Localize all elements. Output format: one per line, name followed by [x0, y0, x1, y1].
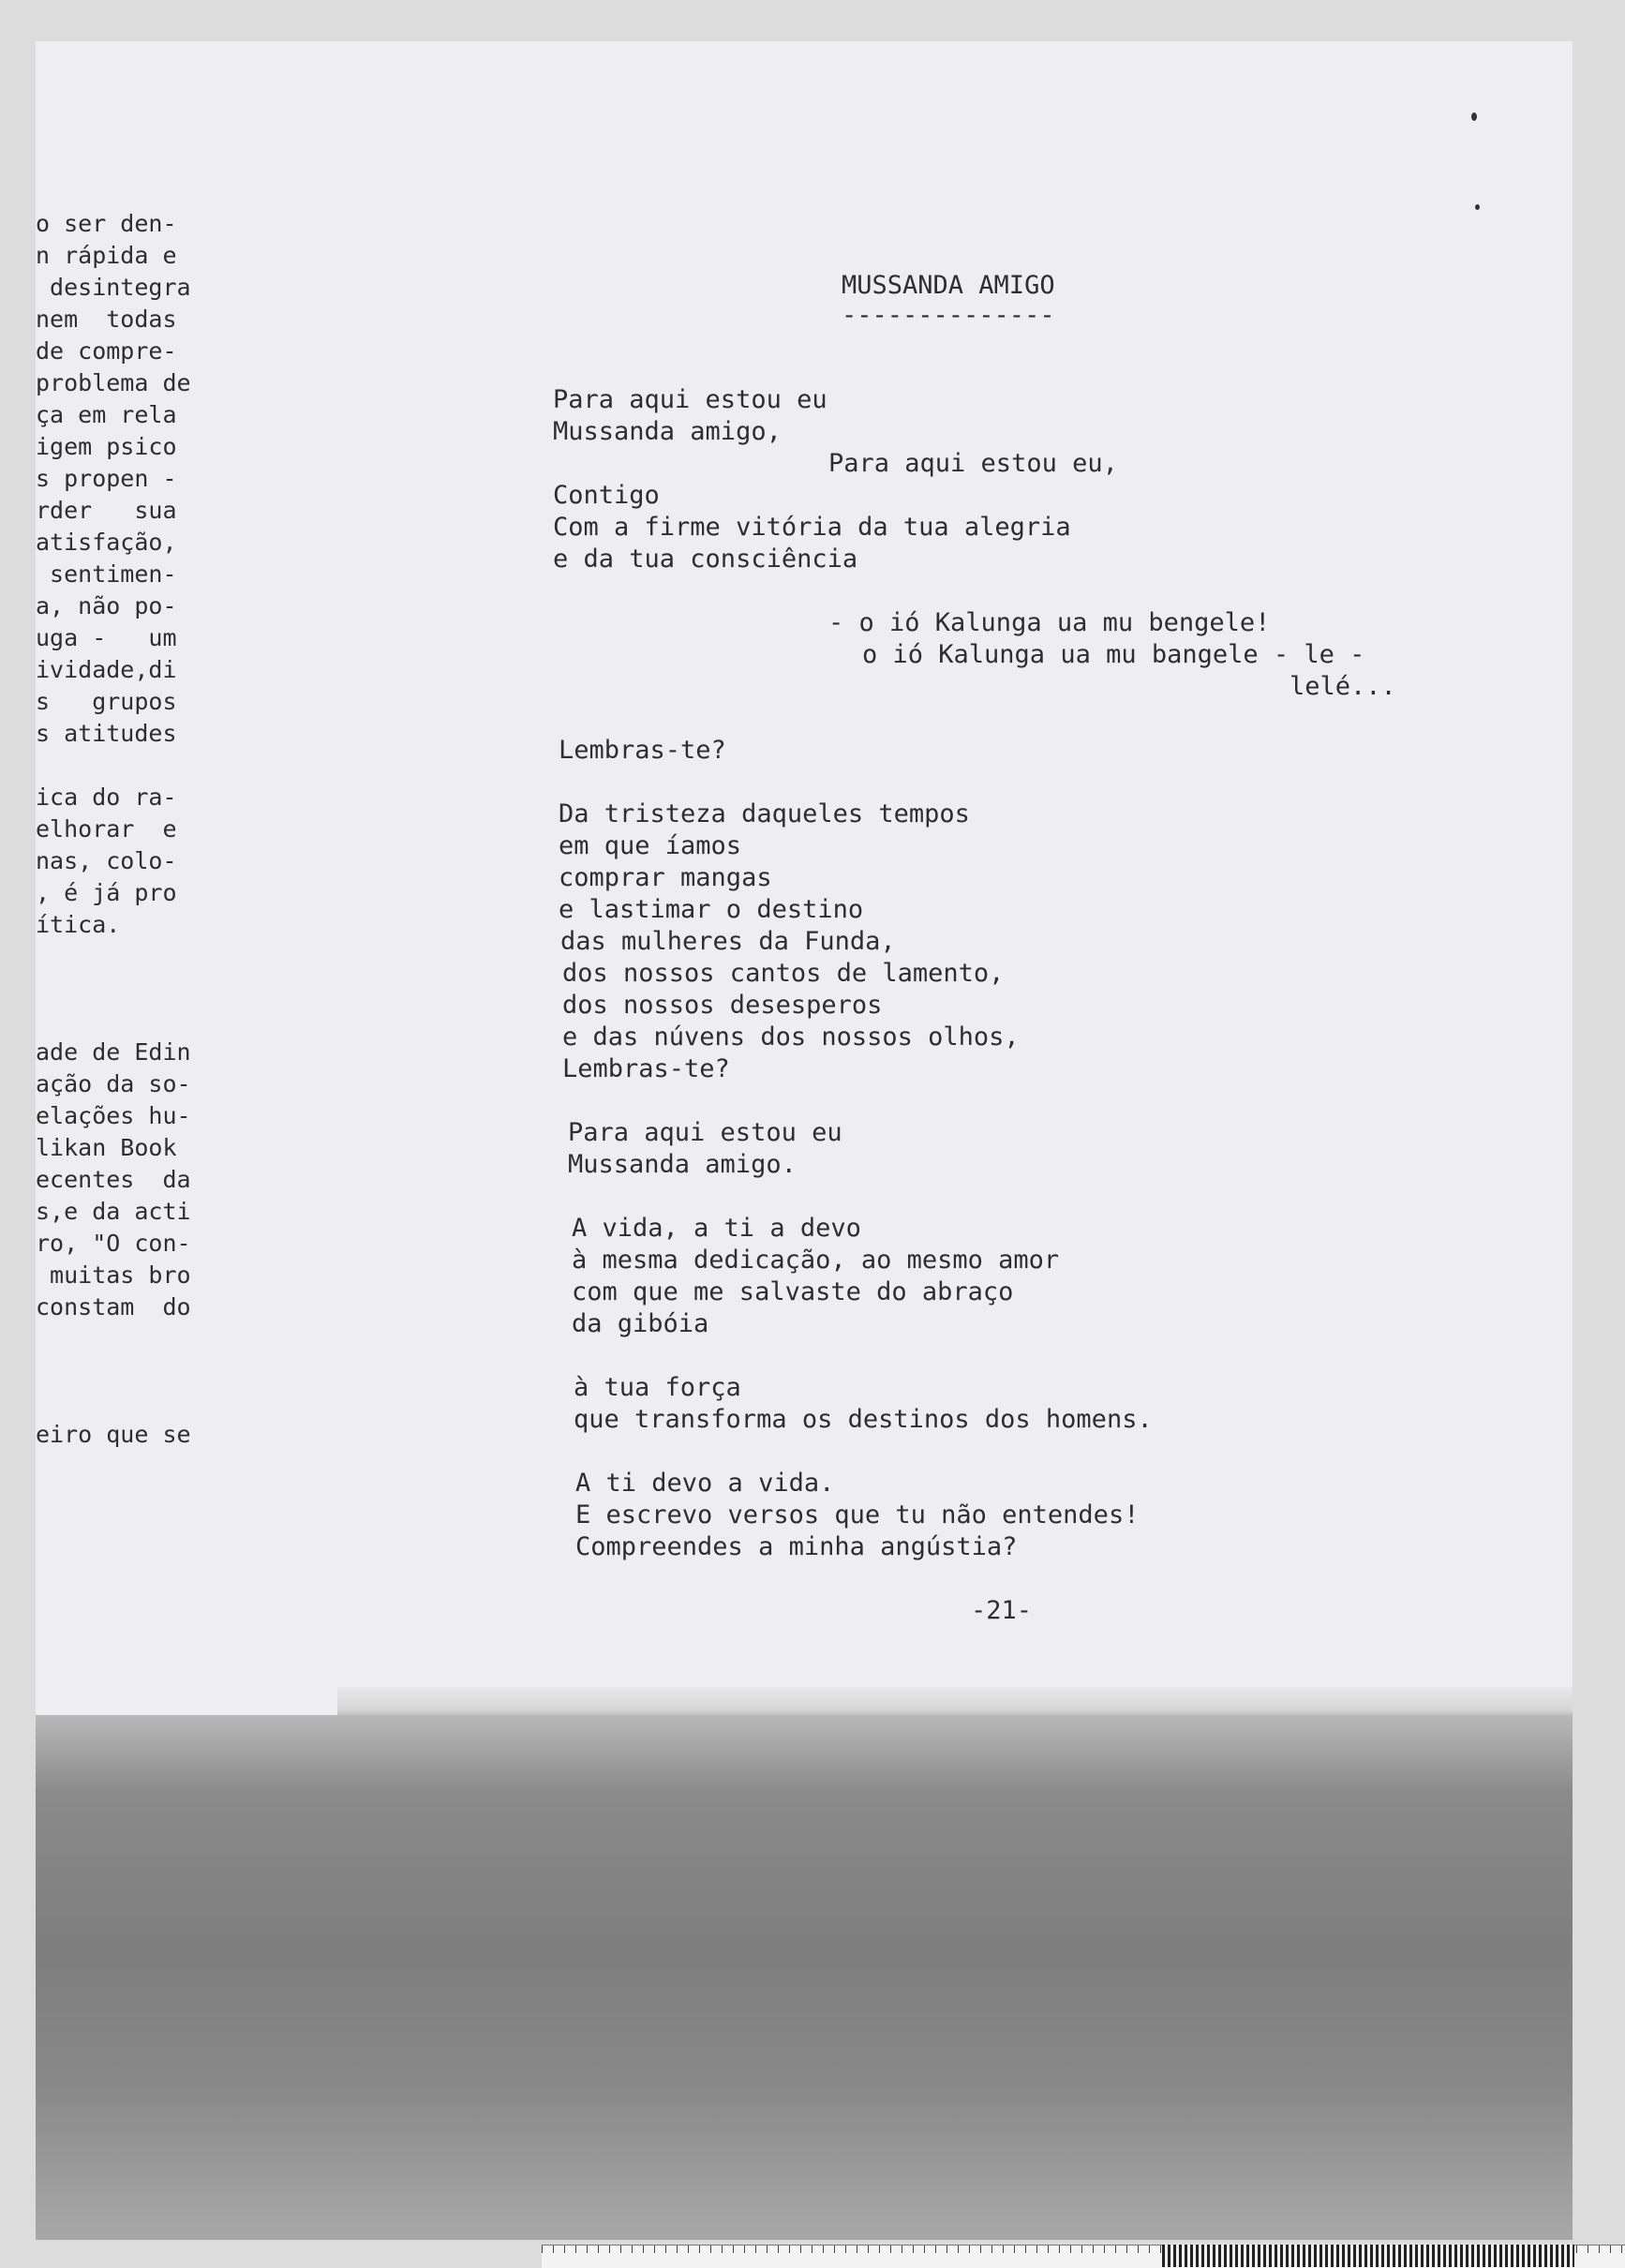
left-fragment-line: s grupos — [36, 688, 177, 715]
left-fragment-line: elhorar e — [36, 815, 177, 843]
poem-line: com que me salvaste do abraço — [572, 1277, 1014, 1306]
left-fragment-line: uga - um — [36, 624, 177, 651]
poem-line: dos nossos cantos de lamento, — [562, 959, 1005, 988]
poem-line: Contigo — [553, 481, 660, 510]
poem-line: dos nossos desesperos — [562, 991, 883, 1020]
poem-line: Mussanda amigo, — [553, 417, 782, 446]
poem-line: e lastimar o destino — [559, 895, 864, 924]
paper-speck — [1471, 112, 1477, 121]
left-fragment-line: ça em rela — [36, 401, 177, 428]
page-number: -21- — [971, 1596, 1033, 1625]
poem-line: A vida, a ti a devo — [572, 1214, 861, 1243]
poem-line: - o ió Kalunga ua mu bengele! — [828, 608, 1271, 637]
left-fragment-line: igem psico — [36, 433, 177, 460]
poem-line: E escrevo versos que tu não entendes! — [575, 1500, 1140, 1529]
title-underline: -------------- — [842, 301, 1055, 330]
poem-line: Lembras-te? — [559, 736, 726, 765]
left-fragment-line — [36, 941, 223, 973]
poem-line: Para aqui estou eu — [568, 1118, 842, 1147]
left-page-fragment — [36, 208, 223, 1451]
paper-speck — [1475, 204, 1480, 210]
left-fragment-line: de compre- — [36, 337, 177, 365]
left-fragment-line: ítica. — [36, 911, 121, 938]
left-fragment-line: ação da so- — [36, 1070, 191, 1097]
poem-line: comprar mangas — [559, 863, 772, 892]
scale-ruler-bars — [1162, 2245, 1574, 2267]
left-fragment-line: a, não po- — [36, 592, 177, 619]
left-fragment-line: nas, colo- — [36, 847, 177, 874]
scan-shadow-area — [36, 1715, 1573, 2240]
poem-line: Compreendes a minha angústia? — [575, 1532, 1018, 1561]
left-fragment-line: ade de Edin — [36, 1038, 191, 1066]
poem-line — [553, 767, 1490, 798]
poem-line: A ti devo a vida. — [575, 1469, 835, 1498]
left-fragment-line — [36, 750, 223, 782]
poem-title: MUSSANDA AMIGO — [842, 271, 1055, 300]
poem-line — [553, 1085, 1490, 1117]
poem-line: e das núvens dos nossos olhos, — [562, 1022, 1020, 1052]
poem-line: que transforma os destinos dos homens. — [574, 1405, 1153, 1434]
poem-line: Mussanda amigo. — [568, 1150, 797, 1179]
poem-line: lelé... — [1290, 672, 1396, 701]
left-fragment-line: sentimen- — [36, 560, 177, 588]
poem-line — [553, 703, 1490, 735]
poem-line: à mesma dedicação, ao mesmo amor — [572, 1246, 1060, 1275]
poem-body — [553, 384, 1490, 1563]
left-fragment-line: ica do ra- — [36, 783, 177, 811]
left-fragment-line: ividade,di — [36, 656, 177, 683]
left-fragment-line — [36, 1005, 223, 1037]
left-fragment-line: ecentes da — [36, 1166, 191, 1193]
left-fragment-line: eiro que se — [36, 1421, 191, 1448]
left-fragment-line — [36, 1355, 223, 1387]
poem-line: e da tua consciência — [553, 545, 858, 574]
poem-line: à tua força — [574, 1373, 741, 1402]
poem-line: da gibóia — [572, 1309, 709, 1338]
poem-line: em que íamos — [559, 831, 742, 860]
poem-line: Da tristeza daqueles tempos — [559, 799, 970, 828]
left-fragment-line: constam do — [36, 1293, 191, 1321]
poem-line: o ió Kalunga ua mu bangele - le - — [862, 640, 1365, 669]
poem-line: Com a firme vitória da tua alegria — [553, 513, 1071, 542]
left-fragment-line: rder sua — [36, 497, 177, 524]
left-fragment-line — [36, 1323, 223, 1355]
poem-line: das mulheres da Funda, — [560, 927, 896, 956]
left-fragment-line: n rápida e — [36, 242, 177, 269]
left-fragment-line: s propen - — [36, 465, 177, 492]
left-fragment-line: , é já pro — [36, 879, 177, 906]
poem-line: Para aqui estou eu, — [828, 449, 1118, 478]
left-fragment-line: ro, "O con- — [36, 1230, 191, 1257]
left-fragment-line — [36, 973, 223, 1005]
left-fragment-line: likan Book — [36, 1134, 177, 1161]
left-fragment-line: problema de — [36, 369, 191, 396]
left-fragment-line: o ser den- — [36, 210, 177, 237]
left-fragment-line: elações hu- — [36, 1102, 191, 1129]
poem-line — [553, 1181, 1490, 1213]
poem-line — [553, 1340, 1490, 1372]
left-fragment-line: atisfação, — [36, 529, 177, 556]
left-fragment-line: desintegra — [36, 274, 191, 301]
left-fragment-line: muitas bro — [36, 1261, 191, 1289]
left-fragment-line: s,e da acti — [36, 1198, 191, 1225]
poem-line — [553, 575, 1490, 607]
left-fragment-line — [36, 1387, 223, 1419]
left-fragment-line: nem todas — [36, 306, 177, 333]
left-fragment-line: s atitudes — [36, 720, 177, 747]
poem-line — [553, 1436, 1490, 1468]
poem-line: Para aqui estou eu — [553, 385, 827, 414]
poem-line: Lembras-te? — [562, 1054, 730, 1083]
